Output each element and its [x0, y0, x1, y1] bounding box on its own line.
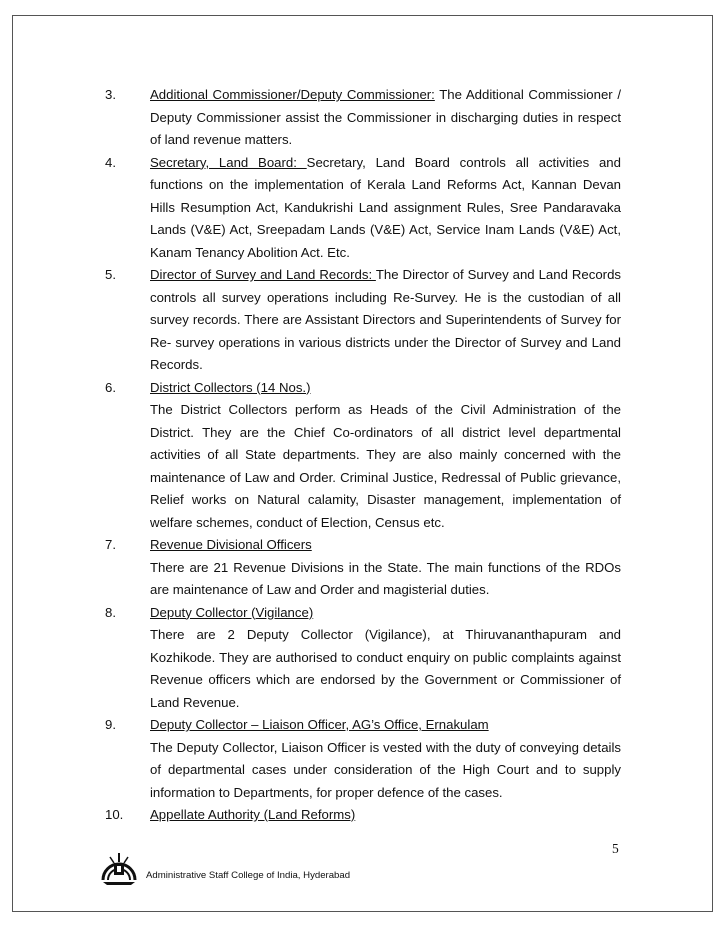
item-body: [150, 377, 621, 535]
item-heading: Secretary, Land Board:: [150, 154, 307, 170]
item-heading: Deputy Collector (Vigilance): [150, 604, 314, 620]
item-text: There are 2 Deputy Collector (Vigilance), at Thiruvananthapuram and Kozhikode. They are authorised to conduct enquiry on public complaints against Revenue officers which are endorsed by the Government or Commissioner of Land Revenue.: [150, 627, 621, 710]
item-body: [150, 714, 621, 804]
item-heading: Appellate Authority (Land Reforms): [150, 807, 356, 822]
item-number: 5.: [105, 267, 116, 282]
item-text: The District Collectors perform as Heads of the Civil Administration of the District. They are the Chief Co-ordinators of all district level departmental activities of all State departments. They are also mainly concerned with the maintenance of Law and Order. Criminal Justice, Redressal of Public grievance, Relief works on Natural calamity, Disaster management, implementation of welfare schemes, conduct of Election, Census etc.: [150, 402, 621, 530]
item-heading: Additional Commissioner/Deputy Commissioner:: [150, 87, 435, 102]
list-item: [105, 264, 621, 377]
item-text: The Deputy Collector, Liaison Officer is vested with the duty of conveying details of departmental cases under consideration of the High Court and to supply information to Departments, for proper defence of the cases.: [150, 739, 621, 800]
item-number: 7.: [105, 537, 116, 552]
item-body: [150, 534, 621, 602]
list-item: [105, 152, 621, 265]
list-item: [105, 602, 621, 715]
item-number: 3.: [105, 87, 116, 102]
item-number: 4.: [105, 154, 116, 170]
footer-text: Administrative Staff College of India, Hyderabad: [146, 870, 351, 881]
item-body: [150, 264, 621, 377]
item-number: 6.: [105, 379, 116, 395]
item-body: [150, 804, 621, 827]
item-heading: Deputy Collector – Liaison Officer, AG’s Office, Ernakulam: [150, 717, 489, 732]
list-item: [105, 84, 621, 152]
item-heading: Revenue Divisional Officers: [150, 537, 312, 552]
item-body: [150, 152, 621, 265]
item-body: [150, 84, 621, 152]
item-number: 10.: [105, 807, 124, 822]
page-number: 5: [612, 841, 619, 856]
document-body: [105, 84, 621, 827]
item-body: [150, 602, 621, 715]
item-text: The Director of Survey and Land Records controls all survey operations including Re-Survey. He is the custodian of all survey records. There are Assistant Directors and Superintendents of Survey for Re- survey operations in various districts under the Director of Survey and Land Records.: [150, 267, 622, 372]
list-item: [105, 377, 621, 535]
item-text: Secretary, Land Board controls all activities and functions on the implementation of Kerala Land Reforms Act, Kannan Devan Hills Resumption Act, Kandukrishi Land assignment Rules, Sree Pandaravaka Lands (V&E) Act, Sreepadam Lands (V&E) Act, Service Inam Lands (V&E) Act, Kanam Tenancy Abolition Act. Etc.: [150, 154, 621, 260]
item-text: The Additional Commissioner / Deputy Commissioner assist the Commissioner in discharging duties in respect of land revenue matters.: [150, 87, 621, 147]
item-number: 8.: [105, 604, 116, 620]
list-item: [105, 804, 621, 827]
item-heading: Director of Survey and Land Records:: [150, 267, 376, 282]
item-heading: District Collectors (14 Nos.): [150, 379, 311, 395]
list-item: [105, 534, 621, 602]
institution-emblem-icon: [100, 850, 138, 886]
list-item: [105, 714, 621, 804]
item-text: There are 21 Revenue Divisions in the State. The main functions of the RDOs are maintenance of Law and Order and magisterial duties.: [150, 559, 621, 597]
item-number: 9.: [105, 717, 116, 732]
